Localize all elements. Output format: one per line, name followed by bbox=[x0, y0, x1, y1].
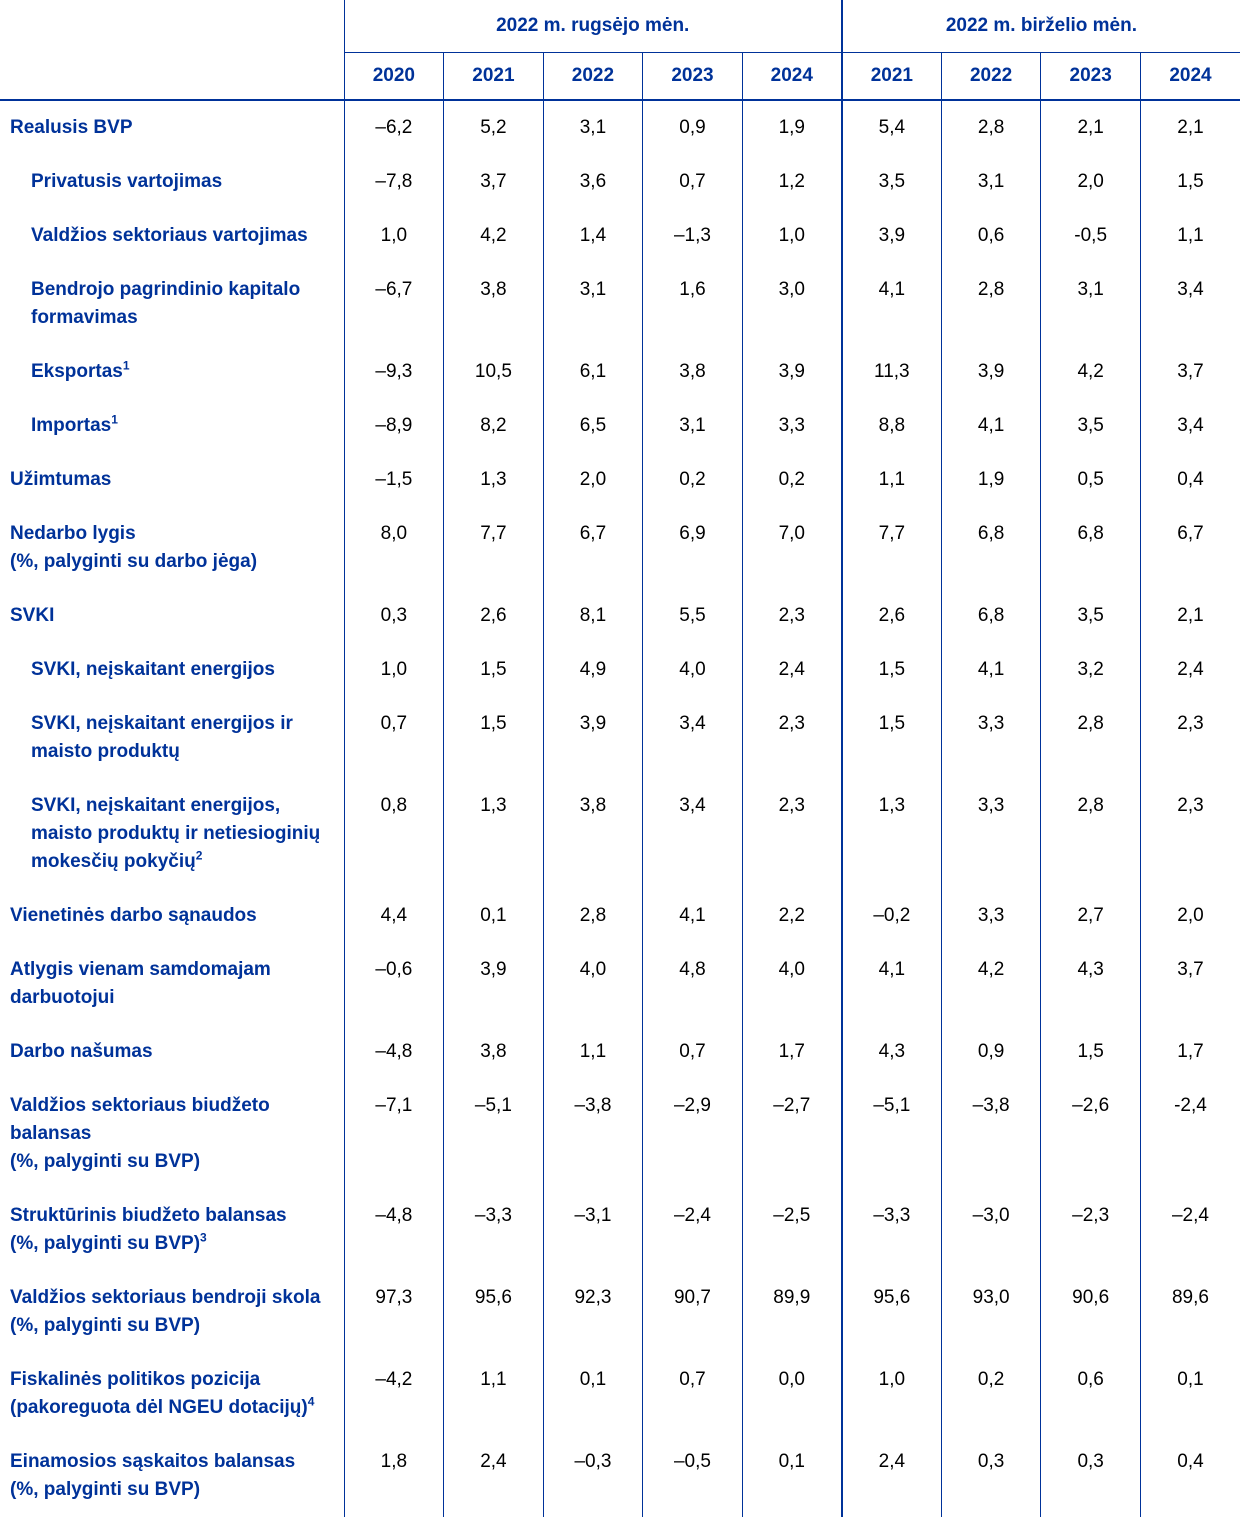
value-cell-june: 3,9 bbox=[842, 209, 942, 263]
value-cell-june: 2,1 bbox=[1140, 100, 1240, 155]
value-cell-june: 89,6 bbox=[1140, 1271, 1240, 1353]
value-cell-june: -0,5 bbox=[1041, 209, 1141, 263]
value-cell-june: 5,4 bbox=[842, 100, 942, 155]
value-cell-september: 1,8 bbox=[344, 1435, 444, 1517]
value-cell-september: 4,2 bbox=[444, 209, 544, 263]
row-label bbox=[0, 1353, 344, 1435]
row-label-text: SVKI, neįskaitant energijos, maisto produktų ir netiesioginių mokesčių pokyčių bbox=[31, 795, 321, 872]
table-row bbox=[0, 100, 1240, 155]
value-cell-june: 3,3 bbox=[941, 697, 1041, 779]
value-cell-september: 1,9 bbox=[742, 100, 842, 155]
row-label-text: Valdžios sektoriaus biudžeto balansas (%, palyginti su BVP) bbox=[10, 1095, 270, 1172]
row-label-text: SVKI bbox=[10, 605, 55, 626]
value-cell-june: –3,0 bbox=[941, 1189, 1041, 1271]
year-header: 2023 bbox=[643, 53, 743, 101]
value-cell-september: 1,3 bbox=[444, 779, 544, 889]
table-row bbox=[0, 453, 1240, 507]
value-cell-september: –0,3 bbox=[543, 1435, 643, 1517]
row-label-text: Valdžios sektoriaus vartojimas bbox=[31, 225, 308, 246]
header-group-row bbox=[0, 0, 1240, 53]
value-cell-june: 1,5 bbox=[842, 643, 942, 697]
value-cell-june: 0,3 bbox=[1041, 1435, 1141, 1517]
row-label-text: Bendrojo pagrindinio kapitalo formavimas bbox=[31, 279, 301, 328]
value-cell-september: –0,5 bbox=[643, 1435, 743, 1517]
value-cell-june: 0,4 bbox=[1140, 453, 1240, 507]
row-label bbox=[0, 1189, 344, 1271]
value-cell-june: 3,1 bbox=[1041, 263, 1141, 345]
value-cell-september: 0,8 bbox=[344, 779, 444, 889]
value-cell-september: –3,8 bbox=[543, 1079, 643, 1189]
value-cell-september: 90,7 bbox=[643, 1271, 743, 1353]
row-label-text: Privatusis vartojimas bbox=[31, 171, 223, 192]
value-cell-june: 2,8 bbox=[1041, 779, 1141, 889]
row-label bbox=[0, 100, 344, 155]
value-cell-september: –7,8 bbox=[344, 155, 444, 209]
value-cell-september: 1,1 bbox=[444, 1353, 544, 1435]
value-cell-september: 1,0 bbox=[742, 209, 842, 263]
header-group-september: 2022 m. rugsėjo mėn. bbox=[344, 0, 842, 53]
value-cell-september: 3,6 bbox=[543, 155, 643, 209]
table-body bbox=[0, 100, 1240, 1517]
value-cell-june: 1,5 bbox=[1140, 155, 1240, 209]
row-label bbox=[0, 209, 344, 263]
value-cell-june: 0,9 bbox=[941, 1025, 1041, 1079]
year-header: 2022 bbox=[941, 53, 1041, 101]
row-label bbox=[0, 399, 344, 453]
value-cell-june: –2,3 bbox=[1041, 1189, 1141, 1271]
year-header: 2022 bbox=[543, 53, 643, 101]
value-cell-june: 11,3 bbox=[842, 345, 942, 399]
row-label bbox=[0, 345, 344, 399]
value-cell-september: 6,7 bbox=[543, 507, 643, 589]
value-cell-september: 4,0 bbox=[742, 943, 842, 1025]
value-cell-september: 3,8 bbox=[444, 1025, 544, 1079]
value-cell-september: 1,6 bbox=[643, 263, 743, 345]
row-label bbox=[0, 155, 344, 209]
row-label bbox=[0, 697, 344, 779]
table-row bbox=[0, 1353, 1240, 1435]
row-label-text: SVKI, neįskaitant energijos ir maisto produktų bbox=[31, 713, 293, 762]
value-cell-september: –7,1 bbox=[344, 1079, 444, 1189]
year-header: 2023 bbox=[1041, 53, 1141, 101]
value-cell-september: 3,9 bbox=[742, 345, 842, 399]
value-cell-september: –4,8 bbox=[344, 1025, 444, 1079]
value-cell-september: 4,9 bbox=[543, 643, 643, 697]
value-cell-september: 6,1 bbox=[543, 345, 643, 399]
value-cell-june: 0,5 bbox=[1041, 453, 1141, 507]
value-cell-june: 0,1 bbox=[1140, 1353, 1240, 1435]
value-cell-september: 4,0 bbox=[643, 643, 743, 697]
value-cell-june: –5,1 bbox=[842, 1079, 942, 1189]
value-cell-june: 2,3 bbox=[1140, 697, 1240, 779]
row-label-text: Struktūrinis biudžeto balansas (%, palyginti su BVP) bbox=[10, 1205, 287, 1254]
row-label-text: Realusis BVP bbox=[10, 117, 133, 138]
value-cell-september: 4,4 bbox=[344, 889, 444, 943]
value-cell-june: 93,0 bbox=[941, 1271, 1041, 1353]
table-row bbox=[0, 1435, 1240, 1517]
value-cell-june: 3,3 bbox=[941, 889, 1041, 943]
row-label-text: Eksportas bbox=[31, 361, 123, 382]
value-cell-september: 0,3 bbox=[344, 589, 444, 643]
value-cell-september: 5,2 bbox=[444, 100, 544, 155]
value-cell-september: –3,1 bbox=[543, 1189, 643, 1271]
value-cell-september: –9,3 bbox=[344, 345, 444, 399]
value-cell-september: 6,5 bbox=[543, 399, 643, 453]
value-cell-september: 0,0 bbox=[742, 1353, 842, 1435]
value-cell-june: 2,8 bbox=[941, 263, 1041, 345]
value-cell-september: 1,0 bbox=[344, 643, 444, 697]
table-row bbox=[0, 1025, 1240, 1079]
header-label-cell bbox=[0, 53, 344, 101]
row-label bbox=[0, 1435, 344, 1517]
value-cell-september: –1,3 bbox=[643, 209, 743, 263]
header-empty-cell bbox=[0, 0, 344, 53]
table-row bbox=[0, 209, 1240, 263]
value-cell-june: 4,1 bbox=[941, 643, 1041, 697]
value-cell-june: 3,9 bbox=[941, 345, 1041, 399]
value-cell-june: 6,8 bbox=[1041, 507, 1141, 589]
footnote-marker: 4 bbox=[307, 1394, 315, 1409]
value-cell-september: 0,9 bbox=[643, 100, 743, 155]
value-cell-september: –4,8 bbox=[344, 1189, 444, 1271]
value-cell-september: 2,8 bbox=[543, 889, 643, 943]
value-cell-september: 1,7 bbox=[742, 1025, 842, 1079]
value-cell-june: 1,5 bbox=[1041, 1025, 1141, 1079]
year-header: 2021 bbox=[444, 53, 544, 101]
table-row bbox=[0, 889, 1240, 943]
value-cell-september: 2,3 bbox=[742, 779, 842, 889]
value-cell-september: 2,4 bbox=[444, 1435, 544, 1517]
value-cell-september: 0,7 bbox=[344, 697, 444, 779]
table-row bbox=[0, 263, 1240, 345]
value-cell-september: 7,7 bbox=[444, 507, 544, 589]
value-cell-june: 0,2 bbox=[941, 1353, 1041, 1435]
year-header: 2024 bbox=[1140, 53, 1240, 101]
value-cell-september: 0,1 bbox=[444, 889, 544, 943]
value-cell-september: –2,9 bbox=[643, 1079, 743, 1189]
table-row bbox=[0, 943, 1240, 1025]
table-row bbox=[0, 589, 1240, 643]
value-cell-september: –5,1 bbox=[444, 1079, 544, 1189]
value-cell-september: 3,9 bbox=[444, 943, 544, 1025]
value-cell-september: 3,8 bbox=[444, 263, 544, 345]
value-cell-june: 2,1 bbox=[1140, 589, 1240, 643]
table-row bbox=[0, 697, 1240, 779]
table-row bbox=[0, 779, 1240, 889]
value-cell-june: 1,9 bbox=[941, 453, 1041, 507]
row-label bbox=[0, 589, 344, 643]
value-cell-june: 6,8 bbox=[941, 507, 1041, 589]
row-label bbox=[0, 1271, 344, 1353]
value-cell-september: 0,7 bbox=[643, 155, 743, 209]
value-cell-september: 0,7 bbox=[643, 1025, 743, 1079]
row-label-text: Atlygis vienam samdomajam darbuotojui bbox=[10, 959, 271, 1008]
value-cell-june: 2,4 bbox=[842, 1435, 942, 1517]
value-cell-september: –6,7 bbox=[344, 263, 444, 345]
row-label-text: Vienetinės darbo sąnaudos bbox=[10, 905, 257, 926]
value-cell-september: 1,5 bbox=[444, 643, 544, 697]
value-cell-september: 1,1 bbox=[543, 1025, 643, 1079]
footnote-marker: 2 bbox=[195, 848, 203, 863]
value-cell-september: –8,9 bbox=[344, 399, 444, 453]
value-cell-september: –2,7 bbox=[742, 1079, 842, 1189]
value-cell-september: 0,1 bbox=[742, 1435, 842, 1517]
value-cell-september: 2,4 bbox=[742, 643, 842, 697]
year-header: 2021 bbox=[842, 53, 942, 101]
value-cell-june: 2,3 bbox=[1140, 779, 1240, 889]
value-cell-september: 2,3 bbox=[742, 589, 842, 643]
header-group-june: 2022 m. birželio mėn. bbox=[842, 0, 1240, 53]
row-label bbox=[0, 643, 344, 697]
row-label bbox=[0, 779, 344, 889]
value-cell-september: 8,2 bbox=[444, 399, 544, 453]
table-row bbox=[0, 1079, 1240, 1189]
value-cell-june: –3,8 bbox=[941, 1079, 1041, 1189]
row-label-text: Užimtumas bbox=[10, 469, 112, 490]
value-cell-september: –0,6 bbox=[344, 943, 444, 1025]
row-label-text: Fiskalinės politikos pozicija (pakoreguota dėl NGEU dotacijų) bbox=[10, 1369, 308, 1418]
value-cell-june: 1,3 bbox=[842, 779, 942, 889]
value-cell-september: 3,1 bbox=[543, 100, 643, 155]
value-cell-september: 1,4 bbox=[543, 209, 643, 263]
value-cell-june: 8,8 bbox=[842, 399, 942, 453]
row-label bbox=[0, 507, 344, 589]
value-cell-june: 1,0 bbox=[842, 1353, 942, 1435]
value-cell-june: 2,1 bbox=[1041, 100, 1141, 155]
value-cell-september: 0,2 bbox=[742, 453, 842, 507]
value-cell-june: 3,7 bbox=[1140, 943, 1240, 1025]
value-cell-september: –2,5 bbox=[742, 1189, 842, 1271]
header-years-row bbox=[0, 53, 1240, 101]
value-cell-september: –1,5 bbox=[344, 453, 444, 507]
row-label bbox=[0, 1025, 344, 1079]
value-cell-june: 6,8 bbox=[941, 589, 1041, 643]
value-cell-september: 4,1 bbox=[643, 889, 743, 943]
value-cell-september: 3,1 bbox=[543, 263, 643, 345]
value-cell-june: 3,7 bbox=[1140, 345, 1240, 399]
value-cell-september: 4,0 bbox=[543, 943, 643, 1025]
row-label-text: Nedarbo lygis (%, palyginti su darbo jėga) bbox=[10, 523, 258, 572]
value-cell-june: –0,2 bbox=[842, 889, 942, 943]
value-cell-june: 0,6 bbox=[941, 209, 1041, 263]
value-cell-june: –3,3 bbox=[842, 1189, 942, 1271]
row-label bbox=[0, 1079, 344, 1189]
value-cell-september: 1,0 bbox=[344, 209, 444, 263]
value-cell-june: 0,6 bbox=[1041, 1353, 1141, 1435]
value-cell-september: 3,7 bbox=[444, 155, 544, 209]
year-header: 2024 bbox=[742, 53, 842, 101]
row-label bbox=[0, 889, 344, 943]
value-cell-june: –2,6 bbox=[1041, 1079, 1141, 1189]
value-cell-september: 8,0 bbox=[344, 507, 444, 589]
value-cell-september: 3,3 bbox=[742, 399, 842, 453]
value-cell-september: 1,3 bbox=[444, 453, 544, 507]
footnote-marker: 3 bbox=[200, 1230, 207, 1245]
value-cell-june: 95,6 bbox=[842, 1271, 942, 1353]
value-cell-june: 4,3 bbox=[1041, 943, 1141, 1025]
value-cell-june: 3,1 bbox=[941, 155, 1041, 209]
year-header: 2020 bbox=[344, 53, 444, 101]
value-cell-june: 2,4 bbox=[1140, 643, 1240, 697]
value-cell-june: 3,5 bbox=[1041, 399, 1141, 453]
footnote-marker: 1 bbox=[122, 358, 130, 373]
value-cell-june: 90,6 bbox=[1041, 1271, 1141, 1353]
value-cell-september: 3,8 bbox=[543, 779, 643, 889]
value-cell-september: 4,8 bbox=[643, 943, 743, 1025]
value-cell-june: –2,4 bbox=[1140, 1189, 1240, 1271]
value-cell-september: –6,2 bbox=[344, 100, 444, 155]
value-cell-september: 92,3 bbox=[543, 1271, 643, 1353]
value-cell-june: 4,1 bbox=[941, 399, 1041, 453]
value-cell-september: 0,7 bbox=[643, 1353, 743, 1435]
value-cell-june: 3,5 bbox=[1041, 589, 1141, 643]
value-cell-june: 0,3 bbox=[941, 1435, 1041, 1517]
value-cell-june: 7,7 bbox=[842, 507, 942, 589]
row-label bbox=[0, 453, 344, 507]
value-cell-september: 0,2 bbox=[643, 453, 743, 507]
row-label-text: Importas bbox=[31, 415, 112, 436]
row-label-text: Valdžios sektoriaus bendroji skola (%, palyginti su BVP) bbox=[10, 1287, 321, 1336]
value-cell-september: –4,2 bbox=[344, 1353, 444, 1435]
value-cell-june: 2,7 bbox=[1041, 889, 1141, 943]
value-cell-june: 4,3 bbox=[842, 1025, 942, 1079]
value-cell-september: 8,1 bbox=[543, 589, 643, 643]
value-cell-june: -2,4 bbox=[1140, 1079, 1240, 1189]
value-cell-june: 1,7 bbox=[1140, 1025, 1240, 1079]
value-cell-september: –2,4 bbox=[643, 1189, 743, 1271]
value-cell-september: 3,4 bbox=[643, 779, 743, 889]
value-cell-september: 1,5 bbox=[444, 697, 544, 779]
value-cell-june: 6,7 bbox=[1140, 507, 1240, 589]
value-cell-june: 3,4 bbox=[1140, 263, 1240, 345]
table-row bbox=[0, 155, 1240, 209]
footnote-marker: 1 bbox=[111, 412, 118, 427]
value-cell-september: 2,2 bbox=[742, 889, 842, 943]
value-cell-september: 7,0 bbox=[742, 507, 842, 589]
table-row bbox=[0, 345, 1240, 399]
value-cell-june: 2,8 bbox=[941, 100, 1041, 155]
value-cell-september: 3,4 bbox=[643, 697, 743, 779]
table-row bbox=[0, 507, 1240, 589]
row-label-text: Darbo našumas bbox=[10, 1041, 153, 1062]
value-cell-september: 3,9 bbox=[543, 697, 643, 779]
row-label-text: Einamosios sąskaitos balansas (%, palyginti su BVP) bbox=[10, 1451, 296, 1500]
value-cell-june: 2,0 bbox=[1140, 889, 1240, 943]
value-cell-september: 10,5 bbox=[444, 345, 544, 399]
value-cell-june: 3,5 bbox=[842, 155, 942, 209]
value-cell-september: 89,9 bbox=[742, 1271, 842, 1353]
row-label bbox=[0, 263, 344, 345]
value-cell-june: 3,2 bbox=[1041, 643, 1141, 697]
value-cell-june: 2,8 bbox=[1041, 697, 1141, 779]
value-cell-september: 5,5 bbox=[643, 589, 743, 643]
row-label bbox=[0, 943, 344, 1025]
value-cell-june: 4,1 bbox=[842, 263, 942, 345]
value-cell-june: 1,5 bbox=[842, 697, 942, 779]
value-cell-june: 3,4 bbox=[1140, 399, 1240, 453]
value-cell-june: 2,0 bbox=[1041, 155, 1141, 209]
value-cell-june: 1,1 bbox=[1140, 209, 1240, 263]
value-cell-june: 4,1 bbox=[842, 943, 942, 1025]
value-cell-september: –3,3 bbox=[444, 1189, 544, 1271]
table-row bbox=[0, 399, 1240, 453]
value-cell-june: 1,1 bbox=[842, 453, 942, 507]
value-cell-june: 3,3 bbox=[941, 779, 1041, 889]
value-cell-june: 2,6 bbox=[842, 589, 942, 643]
value-cell-september: 3,0 bbox=[742, 263, 842, 345]
value-cell-june: 0,4 bbox=[1140, 1435, 1240, 1517]
value-cell-september: 3,8 bbox=[643, 345, 743, 399]
value-cell-september: 3,1 bbox=[643, 399, 743, 453]
table-row bbox=[0, 1271, 1240, 1353]
table-row bbox=[0, 643, 1240, 697]
table-row bbox=[0, 1189, 1240, 1271]
value-cell-september: 6,9 bbox=[643, 507, 743, 589]
value-cell-september: 97,3 bbox=[344, 1271, 444, 1353]
value-cell-september: 2,3 bbox=[742, 697, 842, 779]
value-cell-september: 2,0 bbox=[543, 453, 643, 507]
value-cell-september: 95,6 bbox=[444, 1271, 544, 1353]
row-label-text: SVKI, neįskaitant energijos bbox=[31, 659, 275, 680]
value-cell-june: 4,2 bbox=[1041, 345, 1141, 399]
value-cell-september: 0,1 bbox=[543, 1353, 643, 1435]
value-cell-september: 1,2 bbox=[742, 155, 842, 209]
value-cell-september: 2,6 bbox=[444, 589, 544, 643]
value-cell-june: 4,2 bbox=[941, 943, 1041, 1025]
